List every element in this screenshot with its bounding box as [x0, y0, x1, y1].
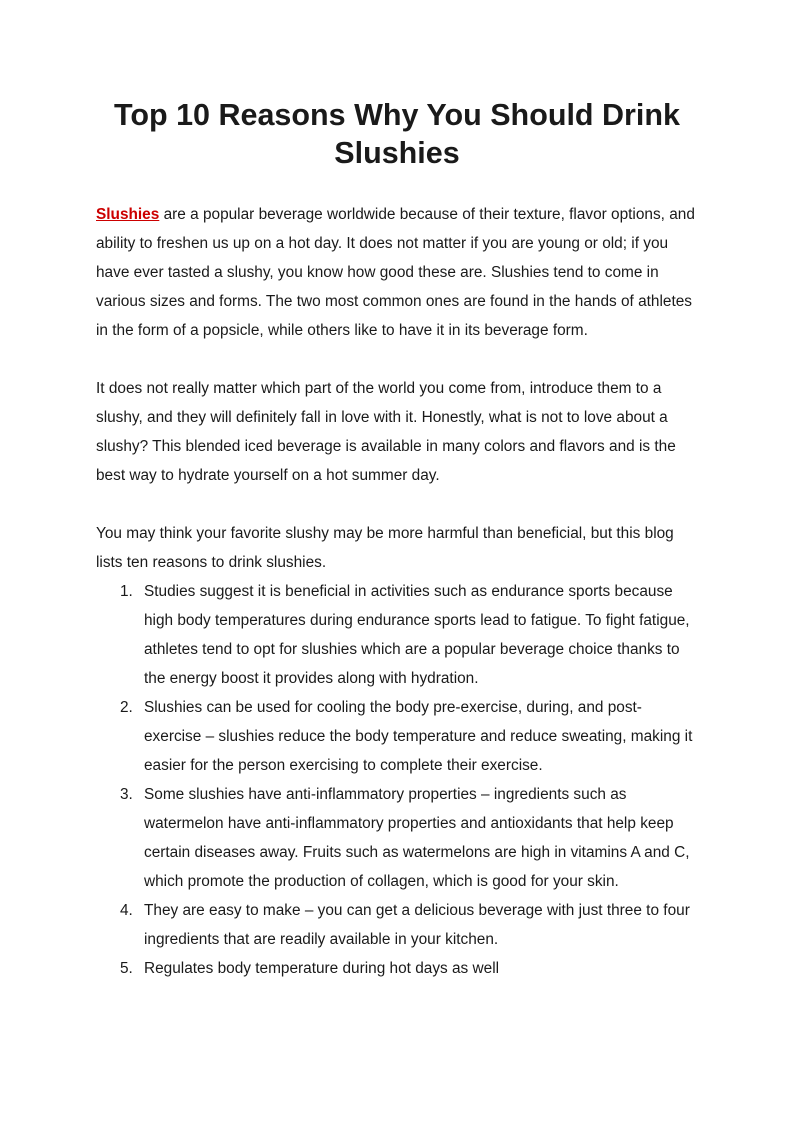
- reasons-list: [96, 577, 698, 983]
- slushies-link[interactable]: Slushies: [96, 206, 160, 223]
- paragraph-3: You may think your favorite slushy may be more harmful than beneficial, but this blog lists ten reasons to drink slushies.: [96, 525, 674, 571]
- paragraph-2: It does not really matter which part of the world you come from, introduce them to a slushy, and they will definitely fall in love with it. Honestly, what is not to love about a slushy? This blended iced beverage is available in many colors and flavors and is the best way to hydrate yourself on a hot summer day.: [96, 380, 676, 484]
- list-number: 2.: [120, 699, 133, 716]
- page-title: Top 10 Reasons Why You Should Drink Slushies: [113, 98, 680, 170]
- list-number: 5.: [120, 960, 133, 977]
- list-item-text: Some slushies have anti-inflammatory properties – ingredients such as watermelon have anti-inflammatory properties and antioxidants that help keep certain diseases away. Fruits such as watermelons are high in vitamins A and C, which promote the production of collagen, which is good for your skin.: [144, 786, 690, 890]
- list-item: [96, 896, 698, 954]
- intro-text: are a popular beverage worldwide because of their texture, flavor options, and ability to freshen us up on a hot day. It does not matter if you are young or old; if you have ever tasted a slushy, you know how good these are. Slushies tend to come in various sizes and forms. The two most common ones are found in the hands of athletes in the form of a popsicle, while others like to have it in its beverage form.: [96, 206, 695, 339]
- list-item-text: Studies suggest it is beneficial in activities such as endurance sports because high body temperatures during endurance sports lead to fatigue. To fight fatigue, athletes tend to opt for slushies which are a popular beverage choice thanks to the energy boost it provides along with hydration.: [144, 583, 690, 687]
- list-item: [96, 954, 698, 983]
- list-number: 4.: [120, 902, 133, 919]
- list-item-text: Slushies can be used for cooling the body pre-exercise, during, and post-exercise – slushies reduce the body temperature and reduce sweating, making it easier for the person exercising to complete their exercise.: [144, 699, 693, 774]
- list-item: [96, 577, 698, 693]
- list-item-text: They are easy to make – you can get a delicious beverage with just three to four ingredients that are readily available in your kitchen.: [144, 902, 690, 948]
- list-item: [96, 780, 698, 896]
- list-item-text: Regulates body temperature during hot days as well: [144, 960, 500, 977]
- document-page: [96, 96, 698, 983]
- list-number: 3.: [120, 786, 133, 803]
- intro-paragraph: [96, 200, 698, 345]
- list-number: 1.: [120, 583, 133, 600]
- list-item: [96, 693, 698, 780]
